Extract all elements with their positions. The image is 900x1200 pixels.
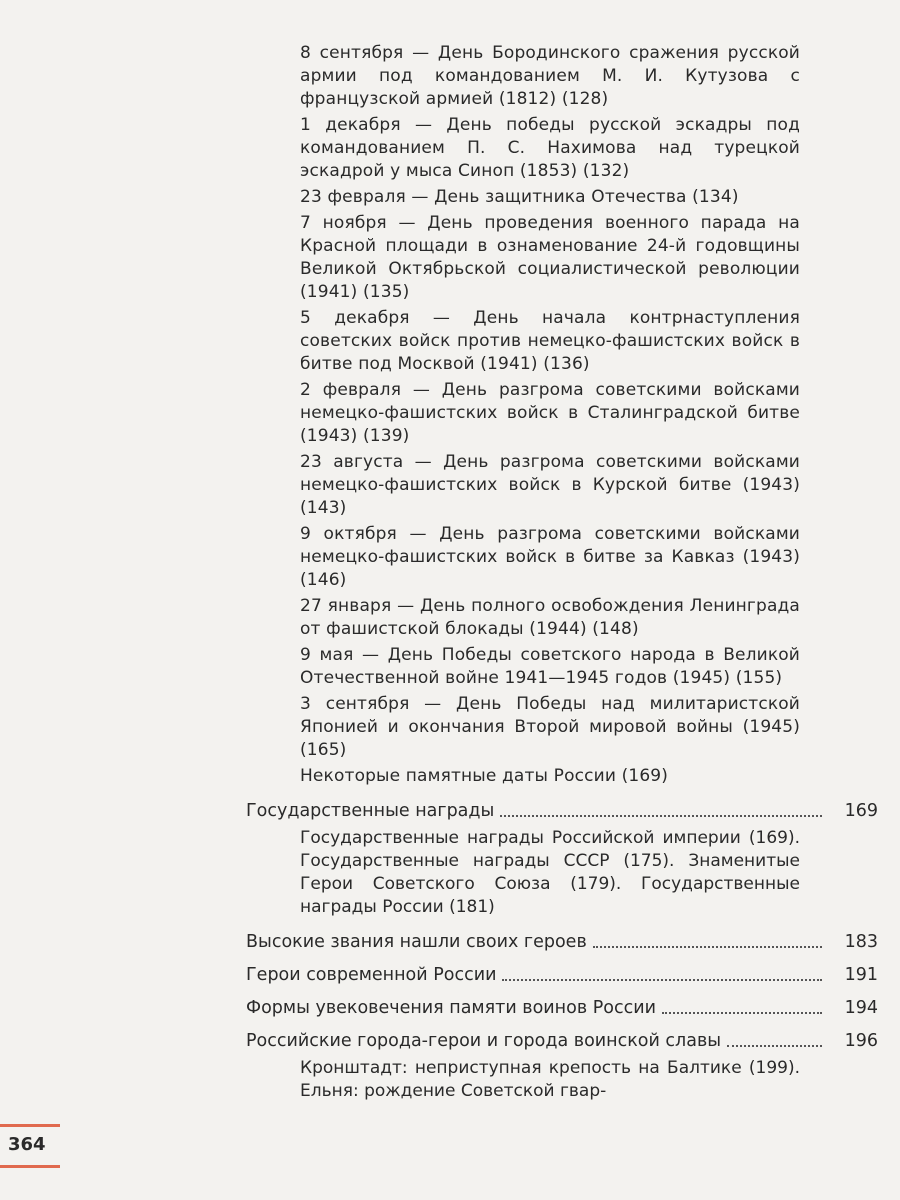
toc-subentry: 8 сентября — День Бородинского сражения русской армии под командованием М. И. Кутузова с французской армией (1812) (128) <box>300 43 800 109</box>
toc-entry-description: Государственные награды Российской империи (169). Государственные награды СССР (175). Знаменитые Герои Советского Союза (179). Государственные награды России (181) <box>300 828 800 917</box>
toc-subentry: 3 сентября — День Победы над милитаристской Японией и окончания Второй мировой войны (1945) (165) <box>300 694 800 760</box>
page-number-bottom-rule <box>0 1165 60 1168</box>
toc-subentry: 5 декабря — День начала контрнаступления советских войск против немецко-фашистских войск в битве под Москвой (1941) (136) <box>300 308 800 374</box>
toc-entry-title: Государственные награды <box>246 801 495 821</box>
toc-entry-high-titles <box>246 931 878 954</box>
toc-entry-title: Герои современной России <box>246 965 497 985</box>
toc-entry-description: Кронштадт: неприступная крепость на Балтике (199). Ельня: рождение Советской гвар- <box>300 1058 800 1101</box>
toc-subentry: 9 октября — День разгрома советскими войсками немецко-фашистских войск в битве за Кавказ (1943) (146) <box>300 524 800 590</box>
toc-entry-title: Формы увековечения памяти воинов России <box>246 998 656 1018</box>
toc-entry-title: Российские города-герои и города воинской славы <box>246 1031 722 1051</box>
toc-leader-dots <box>593 946 822 948</box>
toc-entry-page: 194 <box>844 998 878 1018</box>
toc-entries <box>246 800 878 1115</box>
toc-subentry: 23 августа — День разгрома советскими войсками немецко-фашистских войск в Курской битве (1943) (143) <box>300 452 800 518</box>
toc-leader-dots <box>662 1012 822 1014</box>
page-number-marker <box>0 1124 60 1168</box>
toc-entry-page: 191 <box>844 965 878 985</box>
page-number: 364 <box>8 1134 46 1155</box>
toc-entry-modern-heroes <box>246 964 878 987</box>
toc-subentry: 27 января — День полного освобождения Ленинграда от фашистской блокады (1944) (148) <box>300 596 800 639</box>
toc-subentry: 2 февраля — День разгрома советскими войсками немецко-фашистских войск в Сталинградской битве (1943) (139) <box>300 380 800 446</box>
toc-entry-page: 169 <box>844 801 878 821</box>
page-number-top-rule <box>0 1124 60 1127</box>
toc-subentry: 23 февраля — День защитника Отечества (134) <box>300 187 739 207</box>
toc-subentry: 9 мая — День Победы советского народа в Великой Отечественной войне 1941—1945 годов (1945) (155) <box>300 645 800 688</box>
toc-subentry: 1 декабря — День победы русской эскадры под командованием П. С. Нахимова над турецкой эскадрой у мыса Синоп (1853) (132) <box>300 115 800 181</box>
toc-entry-memory-forms <box>246 997 878 1020</box>
toc-leader-dots <box>727 1045 822 1047</box>
toc-entry-hero-cities <box>246 1030 878 1053</box>
toc-leader-dots <box>500 815 822 817</box>
toc-entry-state-awards <box>246 800 878 823</box>
toc-subentry: 7 ноября — День проведения военного парада на Красной площади в ознаменование 24-й годовщины Великой Октябрьской социалистической революции (1941) (135) <box>300 213 800 302</box>
toc-entry-page: 183 <box>844 932 878 952</box>
toc-subentries <box>300 42 800 791</box>
toc-entry-title: Высокие звания нашли своих героев <box>246 932 587 952</box>
toc-entry-page: 196 <box>844 1031 878 1051</box>
toc-subentry: Некоторые памятные даты России (169) <box>300 766 669 786</box>
toc-leader-dots <box>502 979 822 981</box>
